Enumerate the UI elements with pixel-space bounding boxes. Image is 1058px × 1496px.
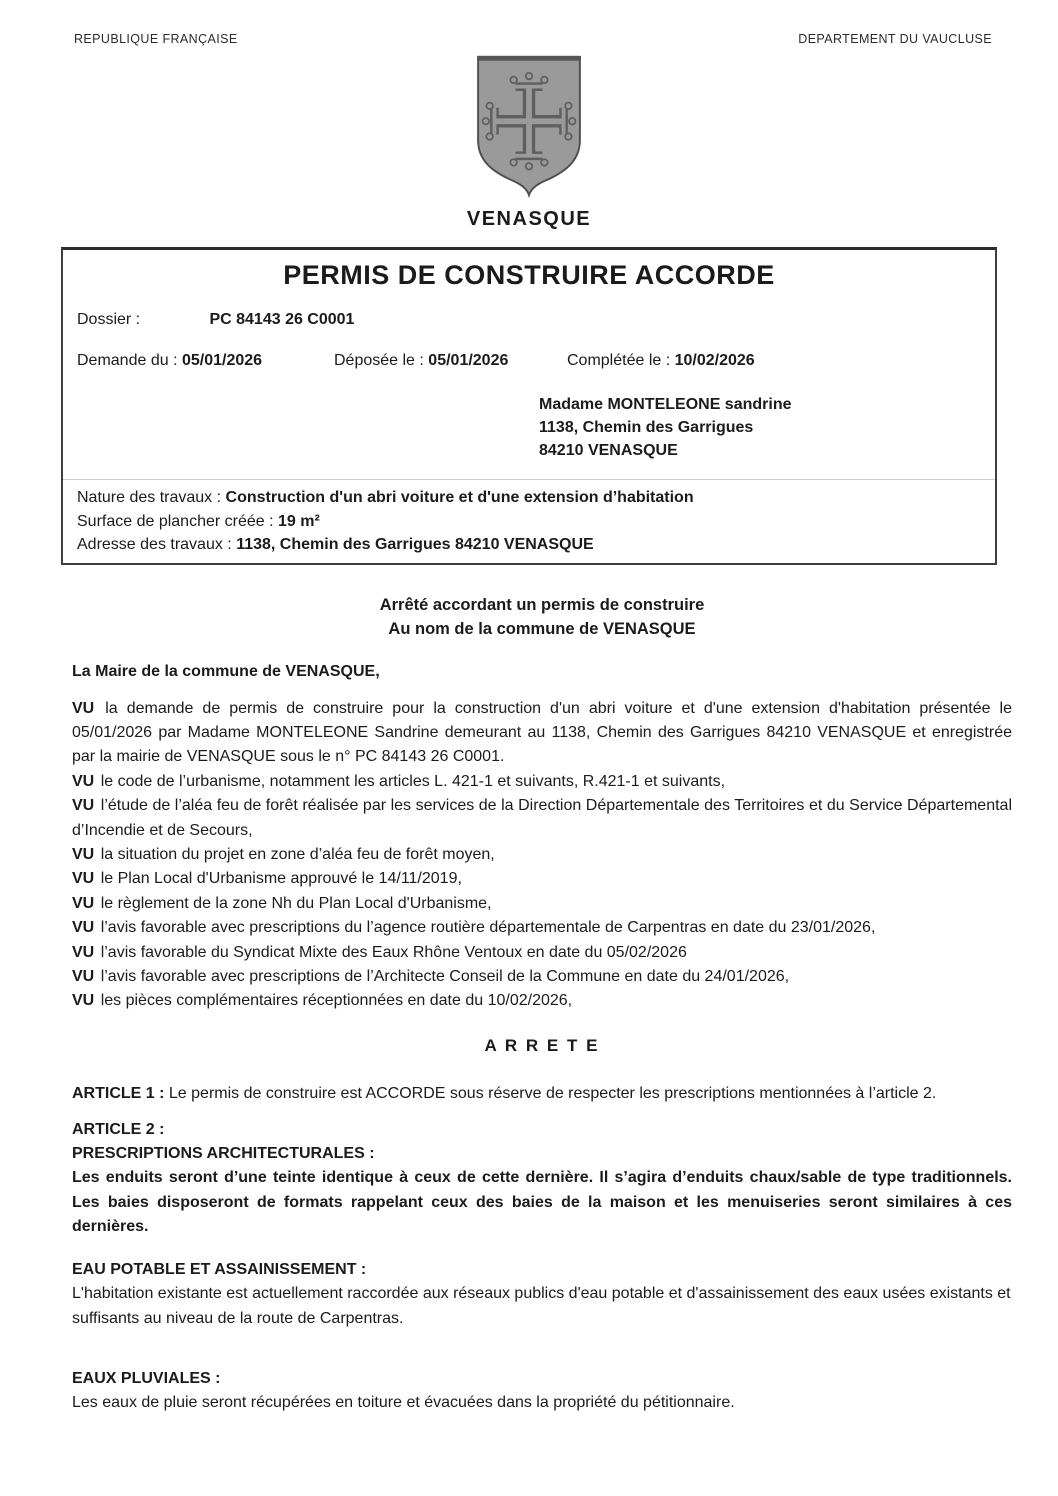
arrete-heading: A R R E T E: [484, 1035, 600, 1055]
vu-item: VU la situation du projet en zone d’aléa feu de forêt moyen,: [72, 845, 495, 863]
vu-item: VU le règlement de la zone Nh du Plan Local d'Urbanisme,: [72, 894, 492, 912]
works-details: [77, 486, 981, 557]
deposee-date: Déposée le : 05/01/2026: [334, 352, 509, 369]
dossier-label: Dossier :: [77, 311, 141, 328]
vu-item: VU les pièces complémentaires réceptionnées en date du 10/02/2026,: [72, 992, 573, 1010]
departement-label: DEPARTEMENT DU VAUCLUSE: [798, 32, 992, 46]
decree-heading: Arrêté accordant un permis de construire Au nom de la commune de VENASQUE: [379, 595, 705, 638]
nature-row: Nature des travaux : Construction d'un abri voiture et d'une extension d’habitation: [77, 489, 694, 506]
dossier-number: PC 84143 26 C0001: [209, 311, 355, 328]
mayor-line: La Maire de la commune de VENASQUE,: [72, 662, 380, 680]
prescriptions-architecturales-heading: PRESCRIPTIONS ARCHITECTURALES :: [72, 1145, 375, 1163]
eaux-pluviales-text: Les eaux de pluie seront récupérées en toiture et évacuées dans la propriété du pétitionnaire.: [72, 1394, 735, 1412]
permit-title: PERMIS DE CONSTRUIRE ACCORDE: [283, 260, 775, 290]
completee-date: Complétée le : 10/02/2026: [567, 352, 755, 369]
vu-item: VU l’avis favorable du Syndicat Mixte des Eaux Rhône Ventoux en date du 05/02/2026: [72, 943, 687, 961]
crest-shield-icon: [470, 54, 588, 198]
applicant-name: Madame MONTELEONE sandrine: [539, 396, 792, 413]
vu-item: VU l’avis favorable avec prescriptions du l’agence routière départementale de Carpentras en date du 23/01/2026,: [72, 919, 876, 937]
eau-potable-heading: EAU POTABLE ET ASSAINISSEMENT :: [72, 1260, 367, 1278]
vu-item: VU l’avis favorable avec prescriptions de l’Architecte Conseil de la Commune en date du 24/01/2026,: [72, 967, 790, 985]
dates-row: [77, 352, 981, 370]
document-header: [0, 0, 1058, 46]
republique-label: REPUBLIQUE FRANÇAISE: [74, 32, 238, 46]
permit-summary-box: [61, 247, 997, 565]
article-2-label: ARTICLE 2 :: [72, 1121, 165, 1139]
applicant-address-block: [539, 393, 981, 462]
commune-crest: [470, 54, 588, 198]
article-1: ARTICLE 1 : Le permis de construire est ACCORDE sous réserve de respecter les prescriptions mentionnées à l’article 2.: [72, 1084, 937, 1102]
vu-item: VU le Plan Local d'Urbanisme approuvé le 14/11/2019,: [72, 870, 462, 888]
vu-item: VU l’étude de l’aléa feu de forêt réalisée par les services de la Direction Départementale des Territoires et du Service Départemental d’Incendie et de Secours,: [72, 797, 1013, 839]
eaux-pluviales-heading: EAUX PLUVIALES :: [72, 1370, 221, 1388]
demande-date: Demande du : 05/01/2026: [77, 352, 263, 369]
dossier-row: [77, 311, 981, 329]
eau-potable-text: L'habitation existante est actuellement raccordée aux réseaux publics d'eau potable et d'assainissement des eaux usées existants et suffisants au niveau de la route de Carpentras.: [72, 1284, 1011, 1327]
box-divider: [63, 479, 995, 480]
prescriptions-architecturales-text: Les enduits seront d’une teinte identique à ceux de cette dernière. Il s’agira d’enduits chaux/sable de type traditionnels. Les baies disposeront de formats rappelant ceux des baies de la maison et les menuiseries seront similaires à ces dernières.: [72, 1169, 1012, 1236]
applicant-city: 84210 VENASQUE: [539, 442, 678, 459]
applicant-street: 1138, Chemin des Garrigues: [539, 419, 754, 436]
surface-row: Surface de plancher créée : 19 m²: [77, 512, 320, 530]
vu-considerations: [72, 697, 1012, 1014]
commune-name: VENASQUE: [466, 208, 592, 230]
vu-item: VU le code de l’urbanisme, notamment les articles L. 421-1 et suivants, R.421-1 et suivants,: [72, 772, 726, 790]
decree-body: [0, 593, 1058, 1416]
adresse-row: Adresse des travaux : 1138, Chemin des Garrigues 84210 VENASQUE: [77, 536, 594, 553]
vu-item: VU la demande de permis de construire pour la construction d'un abri voiture et d'une extension d'habitation présentée le 05/01/2026 par Madame MONTELEONE Sandrine demeurant au 1138, Chemin des Garrigues 84210 VENASQUE et enregistrée par la mairie de VENASQUE sous le n° PC 84143 26 C0001.: [72, 699, 1013, 766]
